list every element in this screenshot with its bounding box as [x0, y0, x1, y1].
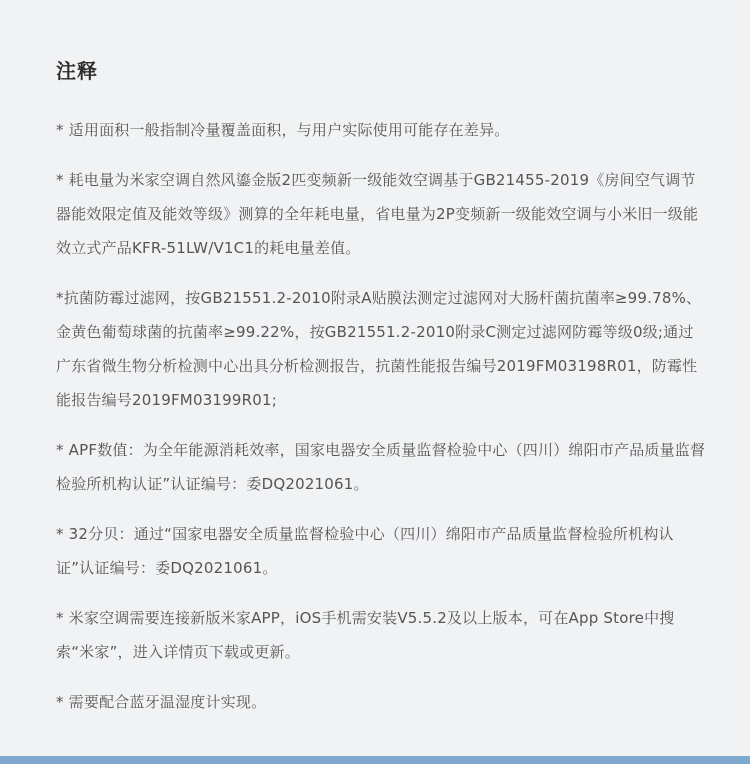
note-power-consumption: * 耗电量为米家空调自然风鎏金版2匹变频新一级能效空调基于GB21455-2019《房间空气调节器能效限定值及能效等级》测算的全年耗电量，省电量为2P变频新一级能效空调与小米旧一级能效立式产品KFR-51LW/V1C1的耗电量差值。 [56, 171, 699, 257]
notes-section [56, 56, 706, 735]
notes-title: 注释 [56, 59, 98, 83]
note-apf-value: * APF数值：为全年能源消耗效率，国家电器安全质量监督检验中心（四川）绵阳市产品质量监督检验所机构认证”认证编号：委DQ2021061。 [56, 441, 706, 493]
note-32-decibel: * 32分贝：通过“国家电器安全质量监督检验中心（四川）绵阳市产品质量监督检验所机构认证”认证编号：委DQ2021061。 [56, 525, 674, 577]
note-antibacterial-filter: *抗菌防霉过滤网，按GB21551.2-2010附录A贴膜法测定过滤网对大肠杆菌抗菌率≥99.78%、金黄色葡萄球菌的抗菌率≥99.22%，按GB21551.2-2010附录C测定过滤网防霉等级0级;通过广东省微生物分析检测中心出具分析检测报告，抗菌性能报告编号2019FM03198R01，防霉性能报告编号2019FM03199R01; [56, 289, 702, 409]
note-coverage-area: * 适用面积一般指制冷量覆盖面积，与用户实际使用可能存在差异。 [56, 121, 510, 139]
note-mijia-app: * 米家空调需要连接新版米家APP，iOS手机需安装V5.5.2及以上版本，可在App Store中搜索“米家”，进入详情页下载或更新。 [56, 609, 675, 661]
note-list [56, 113, 706, 719]
note-bluetooth-hygrometer: * 需要配合蓝牙温湿度计实现。 [56, 693, 267, 711]
bottom-accent-bar [0, 756, 750, 764]
